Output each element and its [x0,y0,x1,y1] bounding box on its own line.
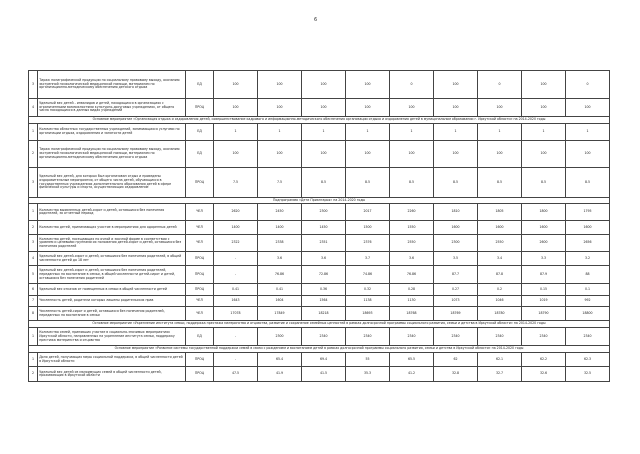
row-number: 4 [29,99,38,117]
table-row [29,168,610,198]
value-cell: 2450 [258,204,302,221]
value-cell: 0 [566,71,610,99]
value-cell: 100 [522,99,566,117]
value-cell: 3.2 [566,252,610,266]
value-cell: 2340 [522,328,566,346]
table-row [29,204,610,221]
table-row [29,124,610,141]
value-cell: 2340 [566,328,610,346]
row-number: 6 [29,284,38,296]
value-cell: 1550 [390,221,434,235]
unit-cell: ПРОЦ [186,99,214,117]
value-cell: 8.5 [390,168,434,198]
row-number: 1 [29,204,38,221]
value-cell: 1 [346,124,390,141]
value-cell: 2338 [258,235,302,252]
value-cell: 18768 [390,307,434,321]
value-cell: 3.4 [478,252,522,266]
value-cell: 2300 [302,204,346,221]
unit-cell: ПРОЦ [186,367,214,382]
value-cell: 2300 [434,235,478,252]
value-cell: 7.5 [214,168,258,198]
value-cell: 87.7 [434,266,478,284]
unit-cell: ЕД [186,328,214,346]
value-cell: 41.9 [258,367,302,382]
value-cell: 1795 [566,204,610,221]
unit-cell: ЧЕЛ [186,221,214,235]
table-row [29,284,610,296]
value-cell: 17849 [258,307,302,321]
value-cell: 2340 [346,328,390,346]
value-cell: 17078 [214,307,258,321]
value-cell: 7.5 [258,168,302,198]
indicator-name: Удельный вес детей-сирот и детей, оставшихся без попечения родителей, в общей численности детей до 18 лет [38,252,186,266]
value-cell: 1 [434,124,478,141]
value-cell: 1046 [478,296,522,307]
value-cell: 32.7 [478,367,522,382]
indicator-name: Количество детей, посещающих по очной и заочной форме в соответствии с уровнем и целевыми группами их положения детей-сирот и детей, оставшихся без попечения родителей [38,235,186,252]
value-cell: 65.4 [258,353,302,367]
value-cell: 2376 [346,235,390,252]
value-cell: 3.3 [522,252,566,266]
unit-cell: ЧЕЛ [186,204,214,221]
value-cell: 65.5 [390,353,434,367]
value-cell: 62.2 [522,353,566,367]
value-cell: 1805 [478,204,522,221]
value-cell: 1 [478,124,522,141]
value-cell: 41.2 [390,367,434,382]
value-cell: 3.5 [434,252,478,266]
value-cell: 1 [390,124,434,141]
unit-cell: ЧЕЛ [186,235,214,252]
indicator-name: Численность детей-сирот и детей, оставшихся без попечения родителей, переданных на воспитание в семьи [38,307,186,321]
value-cell: 8.5 [346,168,390,198]
value-cell: 8.5 [302,168,346,198]
indicator-name: Удельный вес детей - инвалидов и детей, находящихся в организациях с ограниченными возможностями культурно-досуговых учреждениях, от общего числа находящихся в данных видах учреждений [38,99,186,117]
value-cell: 100 [302,141,346,168]
value-cell: 100 [522,141,566,168]
unit-cell: ПРОЦ [186,353,214,367]
value-cell: 0 [478,71,522,99]
value-cell: 3.7 [346,252,390,266]
value-cell: 100 [214,71,258,99]
table-row [29,71,610,99]
value-cell: 1 [258,124,302,141]
value-cell: 100 [522,71,566,99]
table-row [29,221,610,235]
section-heading: Подпрограмма «Дети Приангарья» на 2014-2020 годы [29,198,610,204]
value-cell: 32.8 [434,367,478,382]
value-cell: 3.6 [258,252,302,266]
value-cell: 0.36 [302,284,346,296]
value-cell: 35.3 [346,367,390,382]
value-cell: 100 [346,141,390,168]
value-cell: 41.5 [302,367,346,382]
value-cell: 0.2 [478,284,522,296]
value-cell: 18693 [346,307,390,321]
value-cell: 100 [566,99,610,117]
indicator-name: Количество областных государственных учреждений, занимающихся услугами по организации отдыха, оздоровления и занятости детей [38,124,186,141]
value-cell: 100 [478,141,522,168]
table-row [29,353,610,367]
value-cell: 87.9 [522,266,566,284]
value-cell: 1450 [302,221,346,235]
value-cell: 0.15 [522,284,566,296]
value-cell: 72.86 [302,266,346,284]
value-cell: 2260 [390,204,434,221]
section-heading: Основное мероприятие «Развитие системы государственной поддержки семей в связи с рождением и воспитанием детей в рамках долгосрочной программы социального развития, семьи и детства в Иркутской области» на 2014-2020 годы [29,346,610,353]
value-cell: 2620 [214,204,258,221]
value-cell: 0.27 [434,284,478,296]
value-cell: 3.6 [302,252,346,266]
value-cell: 1073 [434,296,478,307]
row-number: 3 [29,168,38,198]
value-cell: 1138 [346,296,390,307]
value-cell: 0.28 [390,284,434,296]
value-cell: 2300 [258,328,302,346]
indicator-name: Тираж полиграфической продукции по социальному правовому выходу, оказанию экстренной психологической медицинской помощи, материалам по организационно-методическому обеспечению детского отдыха [38,141,186,168]
page-number: 6 [314,17,318,23]
value-cell: - [214,252,258,266]
value-cell: 18769 [434,307,478,321]
value-cell: 2340 [478,328,522,346]
value-cell: 100 [434,71,478,99]
value-cell: 1 [566,124,610,141]
table-row [29,141,610,168]
value-cell: 0.41 [258,284,302,296]
section-row [29,117,610,124]
value-cell: 1019 [522,296,566,307]
value-cell: 18780 [478,307,522,321]
value-cell: 3.6 [390,252,434,266]
value-cell: 0.1 [566,284,610,296]
table-row [29,307,610,321]
indicator-name: Тираж полиграфической продукции по социальному правовому выходу, оказанию экстренной психологической медицинской помощи, материалам по организационно-методическому обеспечению детского отдыха [38,71,186,99]
value-cell: 100 [302,99,346,117]
value-cell: 18800 [566,307,610,321]
value-cell: 100 [478,99,522,117]
row-number: 1 [29,124,38,141]
value-cell: 1 [214,124,258,141]
unit-cell: ПРОЦ [186,284,214,296]
table-row [29,266,610,284]
row-number: 2 [29,367,38,382]
value-cell: 2017 [346,204,390,221]
value-cell: 8.5 [434,168,478,198]
table-row [29,252,610,266]
value-cell: 2600 [522,235,566,252]
row-number: 1 [29,328,38,346]
value-cell: 55 [346,353,390,367]
value-cell: 1400 [214,221,258,235]
value-cell: 0 [390,71,434,99]
value-cell: 18790 [522,307,566,321]
unit-cell: ЕД [186,124,214,141]
row-number: 3 [29,235,38,252]
indicator-name: Количество семей, принявших участие в социально-значимых мероприятиях Иркутской области, направленных на укрепление института семьи, поддержку престижа материнства и отцовства [38,328,186,346]
section-row [29,346,610,353]
value-cell: - [214,328,258,346]
value-cell: 8.5 [478,168,522,198]
table-row [29,328,610,346]
value-cell: 76.86 [390,266,434,284]
value-cell: 100 [258,141,302,168]
value-cell: 1 [302,124,346,141]
value-cell: 88 [566,266,610,284]
value-cell: 2340 [390,328,434,346]
indicator-table [28,70,610,382]
row-number: 3 [29,71,38,99]
unit-cell: ПРОЦ [186,266,214,284]
value-cell: 2351 [302,235,346,252]
indicator-name: Удельный вес детей, для которых был организован отдых и проведены оздоровительные мероприятия, от общего числа детей, обучающихся в государственных учреждениях дополнительного образования детей в сфере физической культуры и спорта, осуществляющих оздоровление [38,168,186,198]
indicator-name: Удельный вес детей-сирот и детей, оставшихся без попечения родителей, переданных на воспитание в семьи, в общей численности детей-сирот и детей, оставшихся без попечения родителей [38,266,186,284]
row-number: 7 [29,296,38,307]
value-cell: 2340 [434,328,478,346]
value-cell: 2550 [478,235,522,252]
unit-cell: ЕД [186,141,214,168]
row-number: 4 [29,252,38,266]
value-cell: 100 [434,141,478,168]
section-heading: Основное мероприятие «Организация отдыха и оздоровления детей, совершенствование кадрового и информационно-методического обеспечения организации отдыха и оздоровления детей в муниципальном образовании г. Иркутской области» на 2014-2020 годы [29,117,610,124]
value-cell: 2656 [566,235,610,252]
value-cell: - [214,353,258,367]
unit-cell: ЧЕЛ [186,307,214,321]
value-cell: 1600 [434,221,478,235]
value-cell: 100 [214,141,258,168]
value-cell: 1800 [522,204,566,221]
value-cell: 100 [346,71,390,99]
value-cell: 62 [434,353,478,367]
value-cell: 0.32 [346,284,390,296]
value-cell: 1500 [346,221,390,235]
value-cell: 87.8 [478,266,522,284]
indicator-name: Количество детей, принимающих участие в мероприятиях для одаренных детей [38,221,186,235]
value-cell: 992 [566,296,610,307]
unit-cell: ПРОЦ [186,168,214,198]
value-cell: 1564 [302,296,346,307]
value-cell: 32.6 [522,367,566,382]
indicator-name: Доля детей, получающих меры социальной поддержки, в общей численности детей в Иркутской области [38,353,186,367]
value-cell: 100 [302,71,346,99]
table-row [29,367,610,382]
value-cell: 74.86 [346,266,390,284]
section-row [29,321,610,328]
value-cell: 69.4 [302,353,346,367]
value-cell: 1810 [434,204,478,221]
value-cell: 1400 [258,221,302,235]
row-number: 5 [29,266,38,284]
value-cell: 100 [434,99,478,117]
value-cell: 1643 [214,296,258,307]
unit-cell: ПРОЦ [186,252,214,266]
value-cell: 2340 [302,328,346,346]
value-cell: 18218 [302,307,346,321]
table-row [29,235,610,252]
table-row [29,99,610,117]
value-cell: 100 [390,141,434,168]
value-cell: 100 [258,71,302,99]
value-cell: 2550 [390,235,434,252]
value-cell: 1600 [478,221,522,235]
row-number: 2 [29,141,38,168]
value-cell: 32.5 [566,367,610,382]
value-cell: 100 [346,99,390,117]
row-number: 1 [29,353,38,367]
table-row [29,296,610,307]
value-cell: 100 [390,99,434,117]
value-cell: 0.41 [214,284,258,296]
value-cell: 100 [258,99,302,117]
value-cell: 1600 [566,221,610,235]
value-cell: 8.5 [566,168,610,198]
value-cell: 1130 [390,296,434,307]
value-cell: 62.3 [566,353,610,367]
unit-cell: ЕД [186,71,214,99]
value-cell: 1600 [522,221,566,235]
indicator-name: Удельный вес детей из малоимущих семей в общей численности детей, проживающих в Иркутской области [38,367,186,382]
indicator-name: Численность детей, родители которых лишены родительских прав [38,296,186,307]
indicator-name: Количество выявленных детей-сирот и детей, оставшихся без попечения родителей, за отчетный период [38,204,186,221]
value-cell: - [214,266,258,284]
value-cell: 1 [522,124,566,141]
value-cell: 8.5 [522,168,566,198]
section-heading: Основное мероприятие «Укрепление института семьи, поддержка престижа материнства и отцовства, развитие и сохранение семейных ценностей в рамках долгосрочной программы социального развития, семьи и детства в Иркутской области» на 2014-2020 годы [29,321,610,328]
value-cell: 62.1 [478,353,522,367]
value-cell: 76.86 [258,266,302,284]
value-cell: 100 [214,99,258,117]
indicator-name: Удельный вес отказов от помещенных в семьи в общей численности детей [38,284,186,296]
value-cell: 2322 [214,235,258,252]
row-number: 2 [29,221,38,235]
value-cell: 47.5 [214,367,258,382]
value-cell: 1604 [258,296,302,307]
unit-cell: ЧЕЛ [186,296,214,307]
value-cell: 100 [566,141,610,168]
row-number: 8 [29,307,38,321]
